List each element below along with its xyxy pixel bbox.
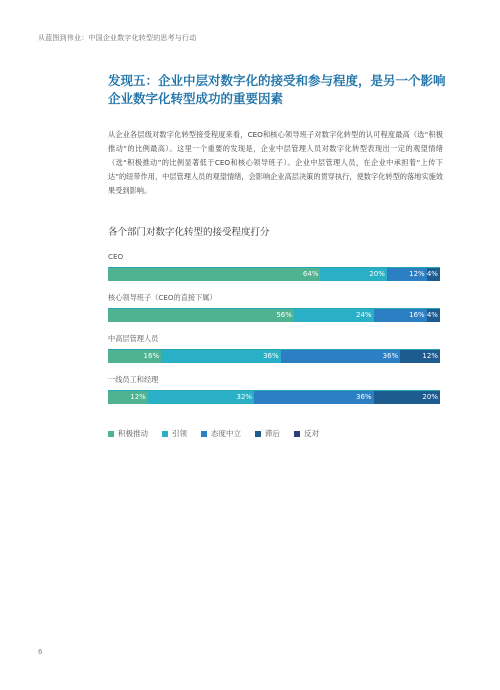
bar-segment — [294, 309, 374, 322]
data-label: 12% — [422, 352, 438, 360]
bar-group — [108, 291, 440, 331]
legend-item — [162, 428, 187, 439]
legend-swatch — [201, 431, 207, 437]
bar-segment — [281, 350, 401, 363]
legend-swatch — [162, 431, 168, 437]
data-label: 12% — [130, 393, 146, 401]
chart-legend — [108, 428, 333, 439]
bar-segment — [427, 309, 440, 322]
stacked-bar — [108, 349, 440, 363]
bar-group — [108, 250, 440, 290]
data-label: 56% — [276, 311, 292, 319]
legend-label: 滞后 — [265, 429, 280, 438]
data-label: 12% — [409, 270, 425, 278]
legend-item — [255, 428, 280, 439]
bar-segment — [387, 268, 427, 281]
legend-swatch — [108, 431, 114, 437]
page-number: 6 — [38, 648, 43, 656]
running-header: 从蓝图到伟业：中国企业数字化转型的思考与行动 — [38, 34, 197, 42]
data-label: 16% — [143, 352, 160, 360]
data-label: 36% — [382, 352, 399, 360]
bar-segment — [148, 391, 254, 404]
category-label: 核心领导班子（CEO的直接下属） — [108, 293, 217, 302]
bar-segment — [427, 268, 440, 281]
bar-segment — [108, 309, 294, 322]
data-label: 64% — [302, 270, 319, 278]
bar-segment — [108, 350, 161, 363]
data-label: 16% — [409, 311, 425, 319]
data-label: 36% — [263, 352, 279, 360]
data-label: 20% — [369, 270, 385, 278]
legend-item — [201, 428, 241, 439]
legend-label: 积极推动 — [118, 429, 148, 438]
data-label: 20% — [422, 393, 438, 401]
bar-segment — [400, 350, 440, 363]
legend-label: 反对 — [304, 429, 319, 438]
data-label: 24% — [356, 311, 372, 319]
bar-segment — [254, 391, 374, 404]
bar-group — [108, 332, 440, 372]
section-body: 从企业各层级对数字化转型接受程度来看，CEO和核心领导班子对数字化转型的认可程度最高（选“积极推动”的比例最高）。这里一个重要的发现是，企业中层管理人员对数字化转型表现出一定的观望情绪（选“积极推动”的比例显著低于CEO和核心领导班子）。企业中层管理人员，在企业中承担着“上传下达”的纽带作用，中层管理人员的观望情绪，会影响企业高层决策的贯穿执行，使数字化转型的落地实施效果受到影响。 — [108, 130, 443, 195]
stacked-bar — [108, 308, 440, 322]
data-label: 32% — [236, 393, 253, 401]
bar-segment — [108, 391, 148, 404]
category-label: 中高层管理人员 — [108, 334, 159, 343]
legend-swatch — [255, 431, 261, 437]
data-label: 36% — [356, 393, 372, 401]
stacked-bar — [108, 390, 440, 404]
bar-segment — [320, 268, 386, 281]
data-label: 4% — [426, 311, 438, 319]
category-label: CEO — [108, 252, 124, 261]
legend-item — [108, 428, 148, 439]
section-title: 发现五：企业中层对数字化的接受和参与程度，是另一个影响企业数字化转型成功的重要因素 — [108, 73, 446, 106]
legend-label: 态度中立 — [211, 429, 241, 438]
bar-group — [108, 373, 440, 413]
legend-swatch — [294, 431, 300, 437]
bar-segment — [108, 268, 320, 281]
legend-label: 引领 — [172, 429, 187, 438]
bar-segment — [374, 391, 440, 404]
stacked-bar — [108, 267, 440, 281]
data-label: 4% — [426, 270, 438, 278]
bar-segment — [161, 350, 281, 363]
chart-title: 各个部门对数字化转型的接受程度打分 — [108, 227, 270, 238]
stacked-bar-chart — [108, 250, 440, 413]
legend-item — [294, 428, 319, 439]
category-label: 一线员工和经理 — [108, 375, 159, 384]
bar-segment — [374, 309, 427, 322]
